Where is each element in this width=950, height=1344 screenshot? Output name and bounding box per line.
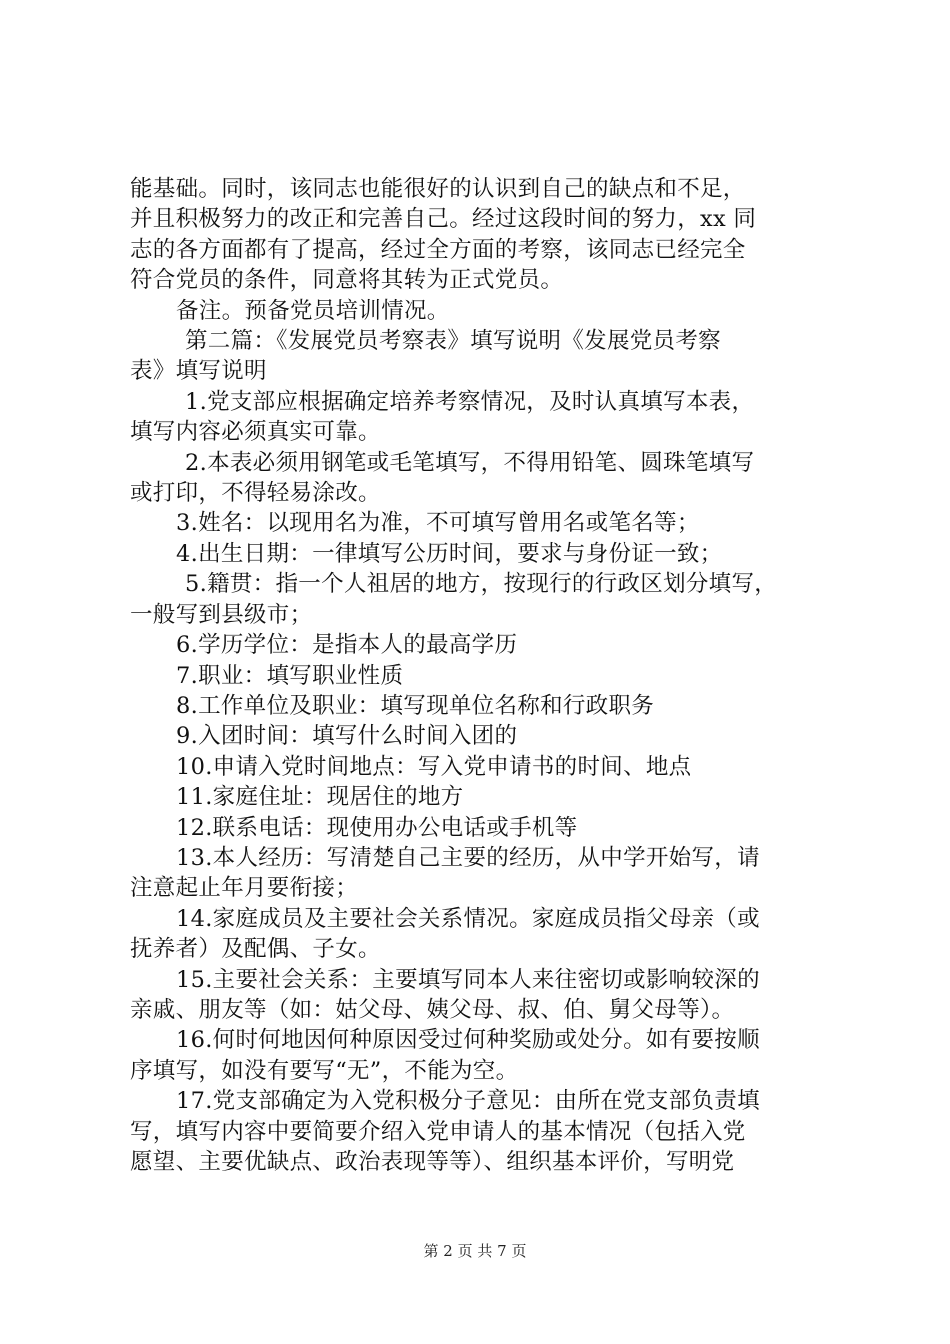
section-heading: 第二篇：《发展党员考察表》填写说明《发展党员考察 [185,328,721,355]
list-item: 1.党支部应根据确定培养考察情况，及时认真填写本表， [185,388,755,415]
list-item-continued: 注意起止年月要衔接； [130,875,359,902]
list-item: 14.家庭成员及主要社会关系情况。家庭成员指父母亲（或 [176,905,760,932]
list-item: 11.家庭住址：现居住的地方 [176,784,464,811]
list-item: 10.申请入党时间地点：写入党申请书的时间、地点 [176,753,692,780]
list-item: 8.工作单位及职业：填写现单位名称和行政职务 [176,692,655,719]
list-item: 16.何时何地因何种原因受过何种奖励或处分。如有要按顺 [176,1027,760,1054]
page-number-footer: 第 2 页 共 7 页 [423,1242,527,1260]
list-item-continued: 抚养者）及配偶、子女。 [130,936,381,963]
list-item-continued: 一般写到县级市； [130,601,313,628]
text-line: 备注。预备党员培训情况。 [176,297,450,324]
list-item: 15.主要社会关系：主要填写同本人来往密切或影响较深的 [176,966,760,993]
list-item-continued: 序填写，如没有要写“无”，不能为空。 [130,1057,519,1084]
list-item: 3.姓名：以现用名为准，不可填写曾用名或笔名等； [176,510,700,537]
text-line: 并且积极努力的改正和完善自己。经过这段时间的努力，xx 同 [130,206,757,233]
list-item: 17.党支部确定为入党积极分子意见：由所在党支部负责填 [176,1088,760,1115]
list-item-continued: 填写内容必须真实可靠。 [130,419,381,446]
list-item: 9.入团时间：填写什么时间入团的 [176,723,518,750]
list-item: 2.本表必须用钢笔或毛笔填写，不得用铅笔、圆珠笔填写 [185,449,755,476]
list-item: 7.职业：填写职业性质 [176,662,404,689]
text-line: 志的各方面都有了提高，经过全方面的考察，该同志已经完全 [130,236,746,263]
list-item: 13.本人经历：写清楚自己主要的经历，从中学开始写，请 [176,844,760,871]
list-item-continued: 写，填写内容中要简要介绍入党申请人的基本情况（包括入党 [130,1118,746,1145]
list-item-continued: 愿望、主要优缺点、政治表现等等）、组织基本评价，写明党 [130,1149,735,1175]
list-item-continued: 亲戚、朋友等（如：姑父母、姨父母、叔、伯、舅父母等）。 [130,996,735,1023]
text-line: 符合党员的条件，同意将其转为正式党员。 [130,267,564,294]
document-body [130,174,836,1177]
list-item: 5.籍贯：指一个人祖居的地方，按现行的行政区划分填写， [185,571,778,598]
list-item: 12.联系电话：现使用办公电话或手机等 [176,814,578,841]
list-item-continued: 或打印，不得轻易涂改。 [130,480,381,507]
text-line: 能基础。同时，该同志也能很好的认识到自己的缺点和不足， [130,176,746,202]
list-item: 6.学历学位：是指本人的最高学历 [176,632,518,659]
section-heading-continued: 表》填写说明 [130,358,267,385]
list-item: 4.出生日期：一律填写公历时间，要求与身份证一致； [176,540,723,567]
